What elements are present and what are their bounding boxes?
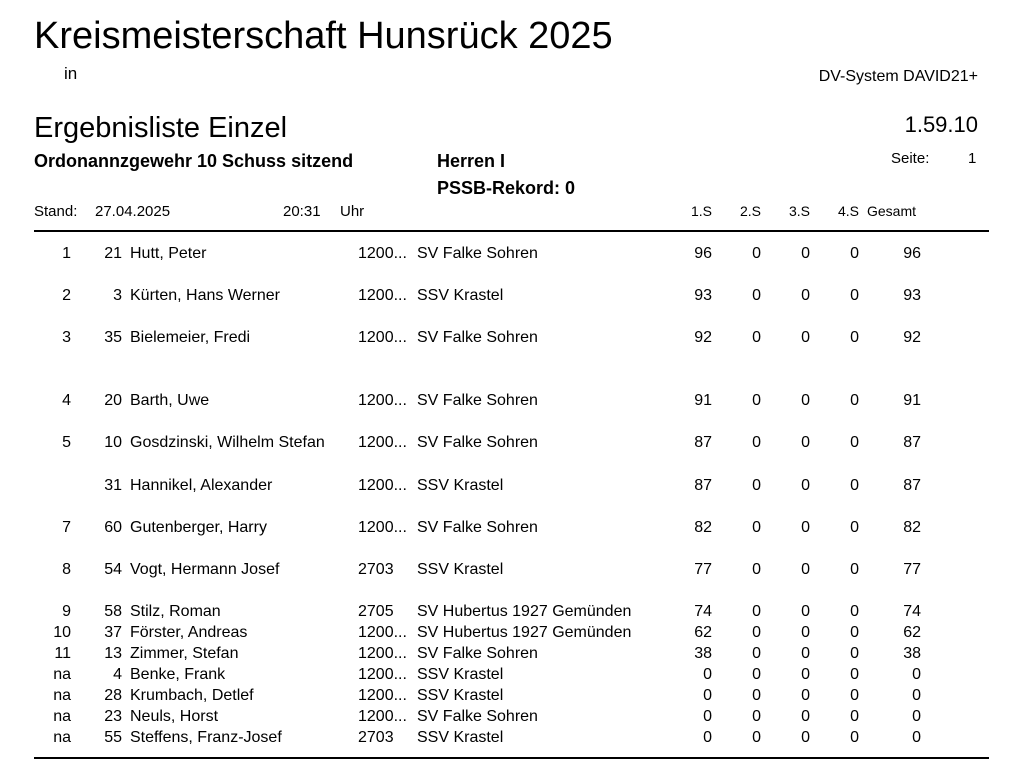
rank-cell: 5 xyxy=(62,434,71,451)
total-cell: 62 xyxy=(903,624,921,641)
table-row xyxy=(0,603,1024,623)
table-row xyxy=(0,245,1024,265)
series-2-cell: 0 xyxy=(752,666,761,683)
rank-cell: 11 xyxy=(54,645,71,662)
series-2-cell: 0 xyxy=(752,245,761,262)
series-1-cell: 0 xyxy=(703,666,712,683)
table-row xyxy=(0,666,1024,686)
shooter-name-cell: Kürten, Hans Werner xyxy=(130,287,280,304)
series-3-cell: 0 xyxy=(801,666,810,683)
series-2-cell: 0 xyxy=(752,687,761,704)
version-label: 1.59.10 xyxy=(904,112,978,137)
club-cell: SV Falke Sohren xyxy=(417,392,538,409)
start-number-cell: 55 xyxy=(104,729,122,746)
member-code-cell: 1200... xyxy=(358,708,407,725)
series-4-cell: 0 xyxy=(850,645,859,662)
start-number-cell: 3 xyxy=(113,287,122,304)
series-4-cell: 0 xyxy=(850,561,859,578)
club-cell: SV Falke Sohren xyxy=(417,329,538,346)
series-1-cell: 87 xyxy=(694,477,712,494)
total-cell: 93 xyxy=(903,287,921,304)
series-3-cell: 0 xyxy=(801,329,810,346)
series-3-cell: 0 xyxy=(801,708,810,725)
shooter-name-cell: Benke, Frank xyxy=(130,666,226,683)
shooter-name-cell: Bielemeier, Fredi xyxy=(130,329,251,346)
club-cell: SV Falke Sohren xyxy=(417,245,538,262)
series-2-cell: 0 xyxy=(752,434,761,451)
series-3-cell: 0 xyxy=(801,392,810,409)
table-row xyxy=(0,519,1024,539)
shooter-name-cell: Steffens, Franz-Josef xyxy=(130,729,282,746)
member-code-cell: 1200... xyxy=(358,477,407,494)
member-code-cell: 2705 xyxy=(358,603,394,620)
club-cell: SSV Krastel xyxy=(417,287,504,304)
member-code-cell: 1200... xyxy=(358,687,407,704)
series-3-cell: 0 xyxy=(801,434,810,451)
shooter-name-cell: Gosdzinski, Wilhelm Stefan xyxy=(130,434,325,451)
shooter-name-cell: Krumbach, Detlef xyxy=(130,687,254,704)
series-4-cell: 0 xyxy=(850,287,859,304)
class-label: Herren I xyxy=(437,151,506,171)
series-1-cell: 0 xyxy=(703,687,712,704)
member-code-cell: 1200... xyxy=(358,329,407,346)
rank-cell: 10 xyxy=(53,624,71,641)
shooter-name-cell: Hutt, Peter xyxy=(130,245,207,262)
rank-cell: 8 xyxy=(62,561,71,578)
series-2-cell: 0 xyxy=(752,477,761,494)
series-3-cell: 0 xyxy=(801,519,810,536)
start-number-cell: 10 xyxy=(104,434,122,451)
total-cell: 74 xyxy=(903,603,921,620)
series-1-cell: 91 xyxy=(694,392,712,409)
member-code-cell: 1200... xyxy=(358,624,407,641)
series-3-cell: 0 xyxy=(801,477,810,494)
series-1-cell: 87 xyxy=(694,434,712,451)
series-1-cell: 0 xyxy=(703,729,712,746)
table-row xyxy=(0,392,1024,412)
rank-cell: 2 xyxy=(62,287,71,304)
series-4-cell: 0 xyxy=(850,729,859,746)
table-row xyxy=(0,729,1024,749)
series-4-cell: 0 xyxy=(850,666,859,683)
page-number-value: 1 xyxy=(968,150,977,167)
total-cell: 92 xyxy=(903,329,921,346)
table-row xyxy=(0,477,1024,497)
rank-cell: 4 xyxy=(62,392,71,409)
series-1-cell: 0 xyxy=(703,708,712,725)
stand-label: Stand: xyxy=(34,203,78,220)
page-title: Kreismeisterschaft Hunsrück 2025 xyxy=(34,15,613,57)
total-cell: 0 xyxy=(912,666,921,683)
series-3-cell: 0 xyxy=(801,687,810,704)
total-cell: 0 xyxy=(912,687,921,704)
rank-cell: 3 xyxy=(62,329,71,346)
series-3-cell: 0 xyxy=(801,287,810,304)
club-cell: SSV Krastel xyxy=(417,477,504,494)
shooter-name-cell: Barth, Uwe xyxy=(130,392,210,409)
footer-divider xyxy=(34,757,989,759)
club-cell: SV Hubertus 1927 Gemünden xyxy=(417,603,632,620)
start-number-cell: 13 xyxy=(104,645,122,662)
column-header-s2: 2.S xyxy=(739,203,761,219)
series-1-cell: 77 xyxy=(694,561,712,578)
series-2-cell: 0 xyxy=(752,603,761,620)
member-code-cell: 1200... xyxy=(358,434,407,451)
column-header-s1: 1.S xyxy=(690,203,712,219)
series-1-cell: 92 xyxy=(694,329,712,346)
rank-cell: na xyxy=(53,708,71,725)
series-1-cell: 93 xyxy=(694,287,712,304)
table-row xyxy=(0,624,1024,644)
rank-cell: 1 xyxy=(62,245,71,262)
total-cell: 82 xyxy=(903,519,921,536)
table-row xyxy=(0,645,1024,665)
club-cell: SSV Krastel xyxy=(417,666,504,683)
series-4-cell: 0 xyxy=(850,329,859,346)
series-2-cell: 0 xyxy=(752,519,761,536)
series-2-cell: 0 xyxy=(752,329,761,346)
club-cell: SV Falke Sohren xyxy=(417,434,538,451)
member-code-cell: 2703 xyxy=(358,561,394,578)
club-cell: SSV Krastel xyxy=(417,729,504,746)
club-cell: SSV Krastel xyxy=(417,687,504,704)
series-3-cell: 0 xyxy=(801,645,810,662)
header-divider xyxy=(34,230,989,232)
total-cell: 87 xyxy=(903,434,921,451)
series-3-cell: 0 xyxy=(801,561,810,578)
table-row xyxy=(0,708,1024,728)
start-number-cell: 20 xyxy=(104,392,122,409)
page-number-label: Seite: xyxy=(891,150,930,167)
club-cell: SV Falke Sohren xyxy=(417,708,538,725)
rank-cell: 9 xyxy=(62,603,71,620)
total-cell: 77 xyxy=(903,561,921,578)
series-1-cell: 38 xyxy=(694,645,712,662)
list-title: Ergebnisliste Einzel xyxy=(34,112,288,144)
series-1-cell: 62 xyxy=(694,624,712,641)
club-cell: SV Falke Sohren xyxy=(417,519,538,536)
discipline-label: Ordonannzgewehr 10 Schuss sitzend xyxy=(34,151,354,171)
total-cell: 96 xyxy=(903,245,921,262)
member-code-cell: 1200... xyxy=(358,666,407,683)
series-4-cell: 0 xyxy=(850,519,859,536)
series-4-cell: 0 xyxy=(850,477,859,494)
series-2-cell: 0 xyxy=(752,287,761,304)
series-4-cell: 0 xyxy=(850,434,859,451)
total-cell: 91 xyxy=(903,392,921,409)
shooter-name-cell: Zimmer, Stefan xyxy=(130,645,239,662)
series-3-cell: 0 xyxy=(801,624,810,641)
member-code-cell: 2703 xyxy=(358,729,394,746)
column-header-total: Gesamt xyxy=(867,203,917,219)
total-cell: 0 xyxy=(912,708,921,725)
total-cell: 87 xyxy=(903,477,921,494)
stand-unit: Uhr xyxy=(340,203,365,220)
series-4-cell: 0 xyxy=(850,687,859,704)
start-number-cell: 4 xyxy=(113,666,122,683)
series-1-cell: 96 xyxy=(694,245,712,262)
rank-cell: na xyxy=(53,666,71,683)
table-row xyxy=(0,287,1024,307)
shooter-name-cell: Neuls, Horst xyxy=(130,708,219,725)
location-label: in xyxy=(64,64,78,83)
stand-time: 20:31 xyxy=(283,203,321,220)
shooter-name-cell: Gutenberger, Harry xyxy=(130,519,267,536)
column-header-s3: 3.S xyxy=(788,203,810,219)
start-number-cell: 60 xyxy=(104,519,122,536)
table-row xyxy=(0,434,1024,454)
series-3-cell: 0 xyxy=(801,729,810,746)
total-cell: 0 xyxy=(912,729,921,746)
shooter-name-cell: Vogt, Hermann Josef xyxy=(130,561,280,578)
series-4-cell: 0 xyxy=(850,245,859,262)
member-code-cell: 1200... xyxy=(358,287,407,304)
series-3-cell: 0 xyxy=(801,603,810,620)
total-cell: 38 xyxy=(903,645,921,662)
series-2-cell: 0 xyxy=(752,392,761,409)
series-1-cell: 82 xyxy=(694,519,712,536)
column-header-s4: 4.S xyxy=(837,203,859,219)
series-2-cell: 0 xyxy=(752,561,761,578)
shooter-name-cell: Hannikel, Alexander xyxy=(130,477,273,494)
shooter-name-cell: Förster, Andreas xyxy=(130,624,248,641)
series-3-cell: 0 xyxy=(801,245,810,262)
member-code-cell: 1200... xyxy=(358,392,407,409)
series-2-cell: 0 xyxy=(752,645,761,662)
start-number-cell: 21 xyxy=(104,245,122,262)
member-code-cell: 1200... xyxy=(358,519,407,536)
start-number-cell: 31 xyxy=(104,477,122,494)
club-cell: SV Hubertus 1927 Gemünden xyxy=(417,624,632,641)
stand-date: 27.04.2025 xyxy=(95,203,171,220)
shooter-name-cell: Stilz, Roman xyxy=(130,603,221,620)
series-4-cell: 0 xyxy=(850,624,859,641)
start-number-cell: 37 xyxy=(104,624,122,641)
series-1-cell: 74 xyxy=(694,603,712,620)
series-4-cell: 0 xyxy=(850,392,859,409)
member-code-cell: 1200... xyxy=(358,645,407,662)
start-number-cell: 28 xyxy=(104,687,122,704)
rank-cell: na xyxy=(53,729,71,746)
rank-cell: 7 xyxy=(62,519,71,536)
club-cell: SSV Krastel xyxy=(417,561,504,578)
rank-cell: na xyxy=(53,687,71,704)
table-row xyxy=(0,329,1024,349)
table-row xyxy=(0,687,1024,707)
series-2-cell: 0 xyxy=(752,624,761,641)
series-4-cell: 0 xyxy=(850,708,859,725)
system-label: DV-System DAVID21+ xyxy=(818,68,978,85)
start-number-cell: 54 xyxy=(104,561,122,578)
series-2-cell: 0 xyxy=(752,729,761,746)
start-number-cell: 58 xyxy=(104,603,122,620)
start-number-cell: 35 xyxy=(104,329,122,346)
start-number-cell: 23 xyxy=(104,708,122,725)
club-cell: SV Falke Sohren xyxy=(417,645,538,662)
series-2-cell: 0 xyxy=(752,708,761,725)
table-row xyxy=(0,561,1024,581)
member-code-cell: 1200... xyxy=(358,245,407,262)
series-4-cell: 0 xyxy=(850,603,859,620)
record-label: PSSB-Rekord: 0 xyxy=(437,178,576,198)
